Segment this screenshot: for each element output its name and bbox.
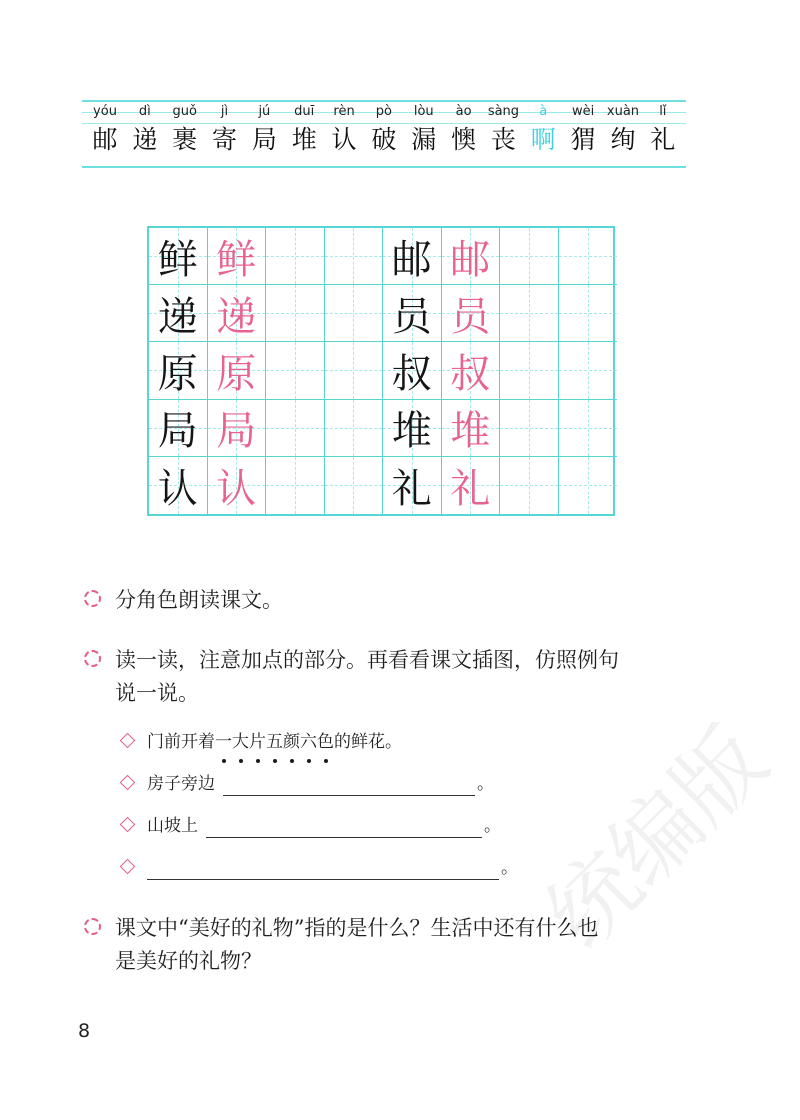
grid-cell[interactable] [383, 285, 442, 342]
vocab-pinyin: lǐ [659, 104, 667, 119]
grid-cell[interactable] [208, 228, 267, 285]
trace-character: 员 [450, 293, 491, 340]
vocab-character: 邮 [92, 125, 118, 154]
grid-cell[interactable] [383, 457, 442, 514]
trace-character: 认 [216, 465, 257, 512]
vocab-pinyin: lòu [413, 104, 434, 119]
trace-character: 堆 [450, 408, 491, 455]
vocab-pinyin: wèi [572, 104, 595, 119]
writing-practice-grid [147, 226, 615, 516]
grid-cell[interactable] [266, 342, 325, 399]
grid-cell[interactable] [442, 457, 501, 514]
vocab-pinyin: à [539, 104, 548, 119]
trace-character: 局 [216, 408, 257, 455]
grid-cell[interactable] [149, 400, 208, 457]
grid-cell[interactable] [149, 228, 208, 285]
vocab-character: 寄 [212, 125, 238, 154]
diamond-bullet-icon [120, 733, 136, 749]
vocab-item [644, 104, 682, 160]
dotted-character: 大 [232, 732, 249, 752]
grid-cell[interactable] [559, 342, 618, 399]
dotted-character: 颜 [283, 732, 300, 752]
grid-cell[interactable] [325, 228, 384, 285]
fill-in-line [118, 814, 501, 838]
vocab-character: 懊 [451, 125, 477, 154]
vocab-item [445, 104, 483, 160]
vocab-item [245, 104, 283, 160]
vocab-item [86, 104, 124, 160]
grid-cell[interactable] [266, 285, 325, 342]
model-character: 鲜 [157, 236, 198, 283]
grid-cell[interactable] [500, 228, 559, 285]
grid-cell[interactable] [500, 285, 559, 342]
grid-cell[interactable] [208, 457, 267, 514]
dashed-circle-marker-icon [84, 918, 101, 935]
vocab-item [365, 104, 403, 160]
grid-cell[interactable] [559, 457, 618, 514]
trace-character: 礼 [450, 465, 491, 512]
vocab-character: 啊 [530, 125, 556, 154]
grid-cell[interactable] [500, 457, 559, 514]
vocab-item [524, 104, 562, 160]
grid-cell[interactable] [266, 457, 325, 514]
vocab-character: 局 [251, 125, 277, 154]
exercise-item [84, 912, 704, 978]
prompt-text: 房子旁边 [147, 774, 215, 794]
model-character: 员 [391, 293, 432, 340]
exercise-text [115, 644, 704, 710]
period-mark: 。 [477, 774, 494, 794]
fill-in-line [118, 772, 494, 796]
grid-cell[interactable] [149, 285, 208, 342]
dotted-character: 色 [317, 732, 334, 752]
period-mark: 。 [501, 858, 518, 878]
vocab-pinyin: xuàn [606, 104, 640, 119]
vocab-item [604, 104, 642, 160]
period-mark: 。 [484, 816, 501, 836]
fill-in-line [118, 856, 518, 880]
diamond-bullet-icon [120, 859, 136, 875]
model-character: 递 [157, 293, 198, 340]
vocab-character: 破 [371, 125, 397, 154]
vocab-item [206, 104, 244, 160]
grid-cell[interactable] [149, 457, 208, 514]
grid-cell[interactable] [208, 285, 267, 342]
grid-cell[interactable] [383, 400, 442, 457]
dotted-character: 一 [215, 732, 232, 752]
model-character: 礼 [391, 465, 432, 512]
prompt-text: 山坡上 [147, 816, 198, 836]
answer-blank[interactable] [147, 861, 499, 880]
vocab-pinyin: duī [294, 104, 315, 119]
vocab-pinyin: sàng [487, 104, 520, 119]
vocab-pinyin: pò [375, 104, 393, 119]
exercise-text-line: 是美好的礼物？ [115, 949, 262, 973]
vocab-pinyin: ào [455, 104, 472, 119]
dotted-emphasis-text [215, 730, 334, 754]
exercise-text-line: 说一说。 [115, 681, 199, 705]
vocab-item [484, 104, 522, 160]
example-sentence [118, 730, 402, 754]
exercise-text-line: 读一读，注意加点的部分。再看看课文插图，仿照例句 [115, 648, 619, 672]
grid-cell[interactable] [559, 228, 618, 285]
grid-cell[interactable] [500, 400, 559, 457]
vocab-character: 认 [331, 125, 357, 154]
grid-cell[interactable] [325, 400, 384, 457]
grid-cell[interactable] [149, 342, 208, 399]
example-text-before: 门前开着 [147, 732, 215, 752]
vocab-item [405, 104, 443, 160]
vocabulary-strip [82, 100, 686, 168]
model-character: 邮 [391, 236, 432, 283]
dashed-circle-marker-icon [84, 650, 101, 667]
grid-cell[interactable] [266, 400, 325, 457]
vocab-pinyin: jú [258, 104, 271, 119]
example-text-after: 的鲜花。 [334, 732, 402, 752]
vocab-character: 递 [132, 125, 158, 154]
grid-cell[interactable] [325, 285, 384, 342]
model-character: 认 [157, 465, 198, 512]
grid-cell[interactable] [383, 228, 442, 285]
model-character: 堆 [391, 408, 432, 455]
exercise-text-line: 课文中“美好的礼物”指的是什么？生活中还有什么也 [115, 916, 599, 940]
watermark-text: 统编版 [526, 707, 787, 968]
vocab-pinyin: jì [220, 104, 229, 119]
diamond-bullet-icon [120, 775, 136, 791]
vocab-pinyin: guǒ [172, 104, 197, 119]
exercise-item [84, 584, 704, 617]
vocab-character: 裹 [172, 125, 198, 154]
vocab-item [564, 104, 602, 160]
exercise-text: 分角色朗读课文。 [115, 588, 283, 612]
grid-cell[interactable] [208, 342, 267, 399]
model-character: 叔 [391, 350, 432, 397]
dotted-character: 片 [249, 732, 266, 752]
vocab-character: 礼 [650, 125, 676, 154]
grid-cell[interactable] [442, 400, 501, 457]
exercise-item [84, 644, 704, 710]
exercise-text [115, 912, 704, 978]
grid-cell[interactable] [442, 285, 501, 342]
trace-character: 鲜 [216, 236, 257, 283]
trace-character: 递 [216, 293, 257, 340]
grid-cell[interactable] [559, 285, 618, 342]
trace-character: 原 [216, 350, 257, 397]
vocabulary-row [82, 104, 686, 160]
grid-cell[interactable] [500, 342, 559, 399]
vocab-item [166, 104, 204, 160]
dashed-circle-marker-icon [84, 590, 101, 607]
vocab-character: 漏 [411, 125, 437, 154]
model-character: 原 [157, 350, 198, 397]
vocab-character: 绚 [610, 125, 636, 154]
vocab-pinyin: rèn [333, 104, 355, 119]
grid-cell[interactable] [442, 228, 501, 285]
vocab-pinyin: yóu [93, 104, 117, 119]
trace-character: 叔 [450, 350, 491, 397]
grid-cell[interactable] [325, 342, 384, 399]
vocab-character: 堆 [291, 125, 317, 154]
answer-blank[interactable] [206, 819, 482, 838]
grid-cell[interactable] [208, 400, 267, 457]
page-number: 8 [78, 1020, 91, 1042]
grid-cell[interactable] [325, 457, 384, 514]
vocab-item [285, 104, 323, 160]
trace-character: 邮 [450, 236, 491, 283]
model-character: 局 [157, 408, 198, 455]
diamond-bullet-icon [120, 817, 136, 833]
answer-blank[interactable] [223, 777, 475, 796]
grid-cell[interactable] [266, 228, 325, 285]
vocab-pinyin: dì [138, 104, 151, 119]
grid-cell[interactable] [383, 342, 442, 399]
dotted-character: 五 [266, 732, 283, 752]
grid-cell[interactable] [442, 342, 501, 399]
grid-cell[interactable] [559, 400, 618, 457]
vocab-item [325, 104, 363, 160]
dotted-character: 六 [300, 732, 317, 752]
vocab-item [126, 104, 164, 160]
vocab-character: 猬 [570, 125, 596, 154]
vocab-character: 丧 [490, 125, 516, 154]
